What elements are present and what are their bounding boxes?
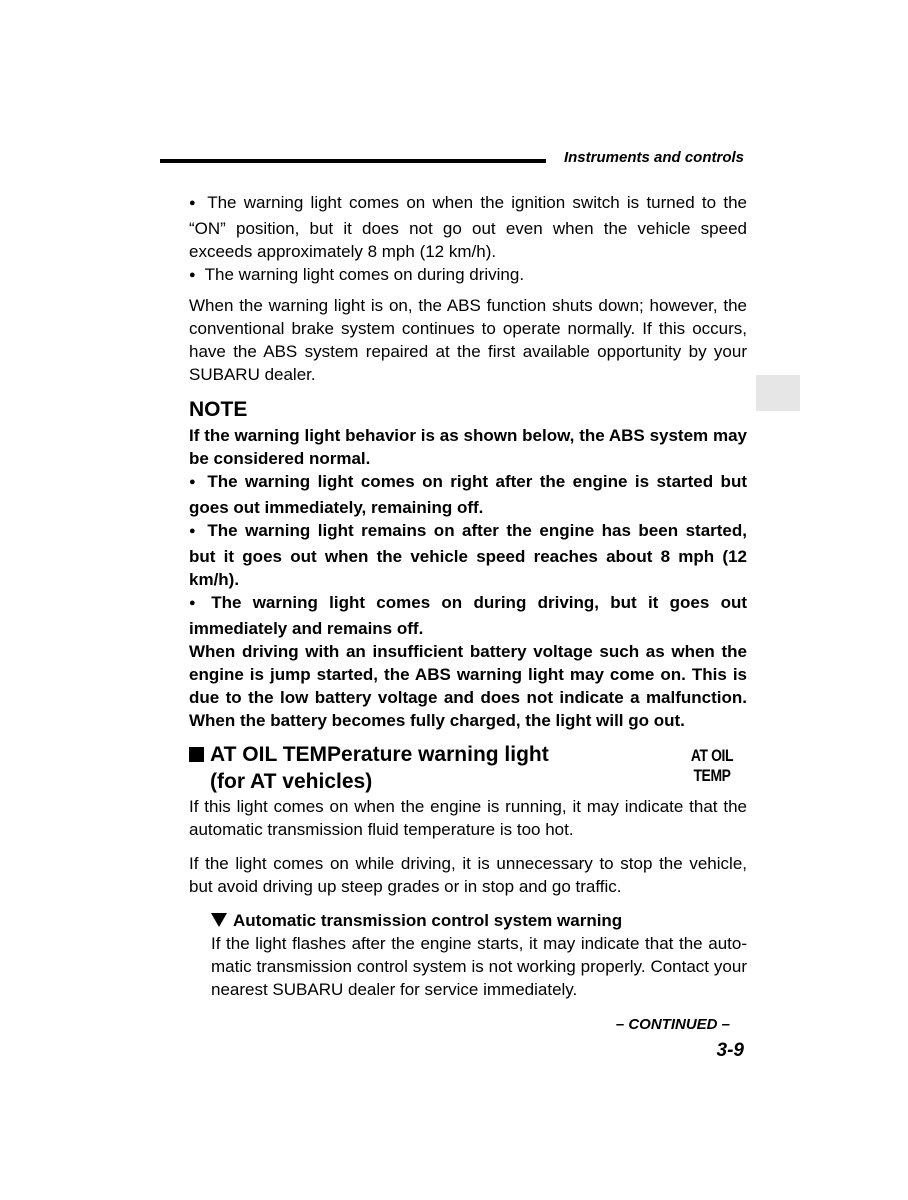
at-oil-temp-icon-line1: AT OIL — [690, 746, 734, 765]
abs-paragraph-block — [189, 294, 747, 386]
section-paragraph-1-block — [189, 795, 747, 841]
intro-bullet-1: ● The warning light comes on when the ignition switch is turned to the “ON” position, but it does not go out even when the vehicle speed exceeds approximately 8 mph (12 km/h). — [189, 191, 747, 263]
header-rule — [160, 159, 546, 163]
triangle-down-icon — [211, 913, 227, 927]
section-title-line1: AT OIL TEMPerature warning light — [210, 743, 549, 766]
running-head: Instruments and controls — [563, 149, 744, 166]
section-paragraph-2: If the light comes on while driving, it is unnecessary to stop the vehicle, but avoid driving up steep grades or in stop and go traffic. — [189, 854, 747, 896]
section-paragraph-1: If this light comes on when the engine is running, it may indicate that the automatic transmission fluid temperature is too hot. — [189, 797, 747, 839]
section-heading — [189, 741, 747, 795]
at-oil-temp-warning-icon — [686, 746, 738, 786]
section-paragraph-2-block — [189, 852, 747, 898]
continued-label: – CONTINUED – — [615, 1016, 730, 1033]
note-lead: If the warning light behavior is as shown below, the ABS system may be considered normal. — [189, 426, 747, 468]
intro-bullet-2: ● The warning light comes on during driving. — [189, 263, 747, 289]
note-bullet-2: ● The warning light remains on after the engine has been started, but it goes out when the vehicle speed reaches about 8 mph (12 km/h). — [189, 519, 747, 591]
section-title-line2: (for AT vehicles) — [210, 770, 373, 793]
subsection-title: Automatic transmission control system warning — [233, 911, 623, 930]
section-square-icon — [189, 747, 204, 762]
note-bullet-3: ● The warning light comes on during driving, but it goes out immediately and remains off. — [189, 591, 747, 640]
note-title: NOTE — [189, 398, 248, 421]
chapter-tab-marker — [756, 375, 800, 411]
intro-block — [189, 191, 747, 289]
subsection-body: If the light flashes after the engine starts, it may indicate that the auto-matic transmission control system is not working properly. Contact your nearest SUBARU dealer for service immediately. — [211, 934, 747, 999]
note-closing: When driving with an insufficient battery voltage such as when the engine is jump started, the ABS warning light may come on. This is due to the low battery voltage and does not indicate a malfunction. When the battery becomes fully charged, the light will go out. — [189, 642, 747, 730]
note-bullet-1: ● The warning light comes on right after the engine is started but goes out immediately, remaining off. — [189, 470, 747, 519]
abs-paragraph: When the warning light is on, the ABS function shuts down; however, the conventional brake system continues to operate normally. If this occurs, have the ABS system repaired at the first available opportunity by your SUBARU dealer. — [189, 296, 747, 384]
note-block — [189, 396, 747, 732]
page-number: 3-9 — [716, 1040, 744, 1061]
subsection-block — [211, 909, 747, 1001]
at-oil-temp-icon-line2: TEMP — [693, 766, 731, 785]
